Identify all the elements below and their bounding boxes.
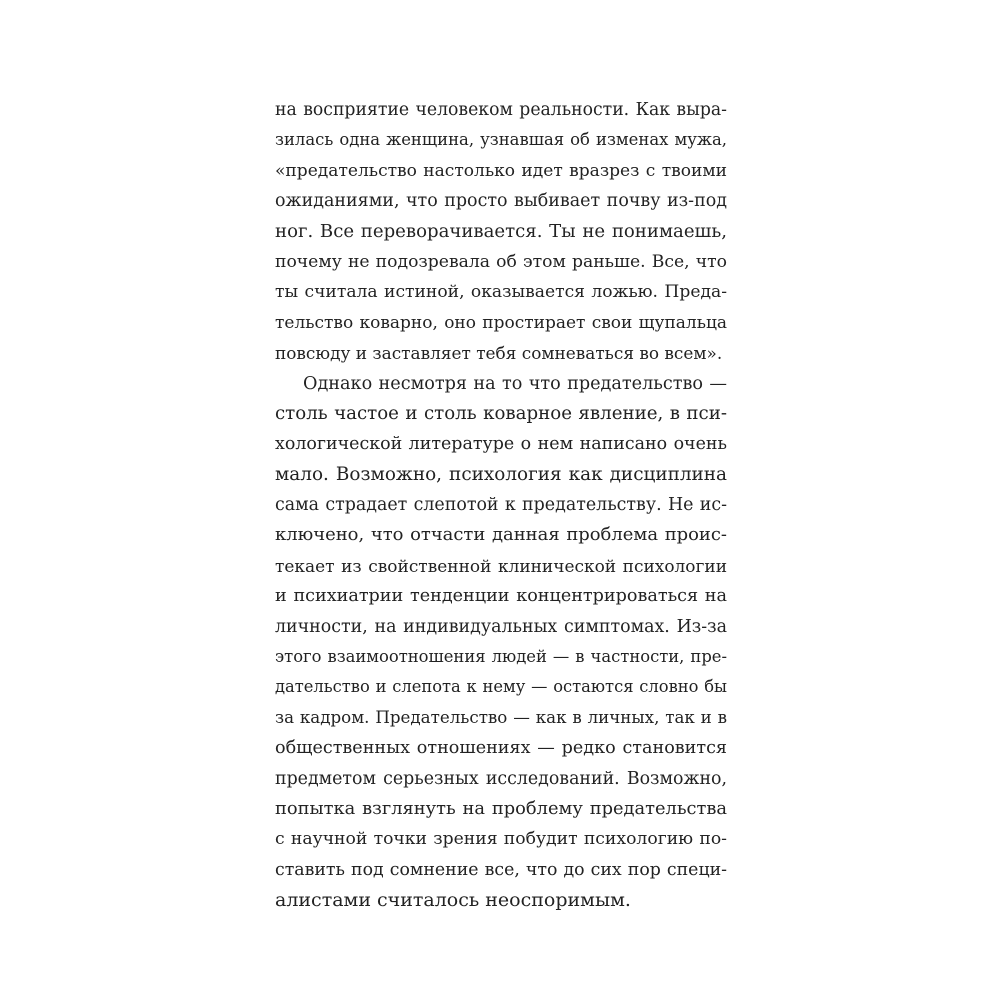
text-line: предметом серьезных исследований. Возможно, — [275, 768, 727, 789]
text-line: ставить под сомнение все, что до сих пор специ- — [275, 859, 727, 880]
paragraph-1 — [275, 95, 727, 369]
text-line: мало. Возможно, психология как дисциплина — [275, 463, 727, 485]
text-line: личности, на индивидуальных симптомах. Из-за — [275, 616, 727, 637]
text-line: повсюду и заставляет тебя сомневаться во всем». — [275, 343, 723, 364]
text-line: столь частое и столь коварное явление, в пси- — [275, 402, 727, 424]
text-line: зилась одна женщина, узнавшая об изменах мужа, — [275, 130, 727, 150]
text-line: попытка взглянуть на проблему предательства — [275, 797, 727, 819]
text-line: хологической литературе о нем написано очень — [275, 434, 727, 455]
text-line: ног. Все переворачивается. Ты не понимаешь, — [275, 220, 727, 242]
text-line: алистами считалось неоспоримым. — [275, 889, 631, 912]
text-line: за кадром. Предательство — как в личных, так и в — [275, 707, 727, 727]
text-line: этого взаимоотношения людей — в частности, пре- — [275, 647, 727, 667]
text-line: и психиатрии тенденции концентрироваться на — [275, 586, 727, 607]
text-line: дательство и слепота к нему — остаются словно бы — [275, 677, 727, 697]
text-line: на восприятие человеком реальности. Как выра- — [275, 100, 727, 120]
text-line: Однако несмотря на то что предательство — — [303, 373, 727, 394]
text-line: ты считала истиной, оказывается ложью. Преда- — [275, 282, 727, 303]
text-line: текает из свойственной клинической психологии — [275, 555, 727, 576]
text-line: общественных отношениях — редко становится — [275, 738, 727, 759]
text-line: ключено, что отчасти данная проблема проис- — [275, 524, 727, 546]
paragraph-2 — [275, 369, 727, 916]
text-line: ожиданиями, что просто выбивает почву из-под — [275, 191, 727, 212]
text-line: почему не подозревала об этом раньше. Все, что — [275, 251, 727, 272]
body-text — [275, 95, 727, 916]
text-line: с научной точки зрения побудит психологию по- — [275, 829, 727, 850]
text-line: сама страдает слепотой к предательству. Не ис- — [275, 495, 727, 516]
text-line: тельство коварно, оно простирает свои щупальца — [275, 312, 727, 333]
text-line: «предательство настолько идет вразрез с твоими — [275, 160, 727, 181]
